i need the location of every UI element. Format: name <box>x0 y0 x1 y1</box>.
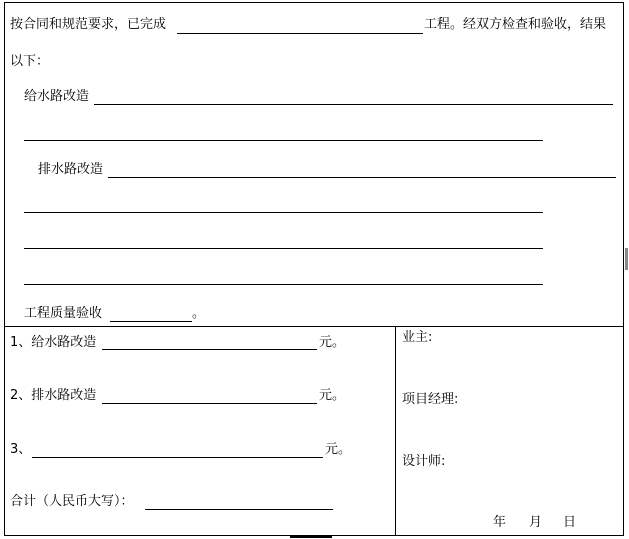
project-name-blank[interactable] <box>177 33 423 34</box>
drainage-blank-3[interactable] <box>24 248 543 249</box>
designer-label: 设计师: <box>402 454 446 469</box>
quality-label: 工程质量验收 <box>24 306 103 321</box>
column-divider <box>395 326 396 536</box>
intro-line2: 以下： <box>10 54 50 69</box>
item2-amount-blank[interactable] <box>102 403 317 404</box>
item1-unit: 元。 <box>319 335 346 350</box>
frame-top-border <box>4 2 623 3</box>
item1-amount-blank[interactable] <box>102 349 317 350</box>
intro-text: 按合同和规范要求，已完成 <box>10 17 167 32</box>
item3-label: 3、 <box>10 442 32 457</box>
drainage-label: 排水路改造 <box>38 162 104 177</box>
year-label: 年 <box>493 515 507 530</box>
item3-unit: 元。 <box>325 442 352 457</box>
quality-blank[interactable] <box>110 321 192 322</box>
item2-label: 2、排水路改造 <box>10 388 97 403</box>
month-label: 月 <box>529 515 543 530</box>
page-bottom-mark <box>290 536 332 538</box>
section-divider <box>4 326 623 327</box>
scroll-marker <box>625 248 628 270</box>
frame-right-border <box>623 2 624 536</box>
drainage-blank-2[interactable] <box>24 212 543 213</box>
total-label: 合计（人民币大写）： <box>10 494 134 509</box>
quality-end: 。 <box>192 306 206 321</box>
drainage-blank[interactable] <box>108 177 616 178</box>
owner-label: 业主: <box>402 330 433 345</box>
total-amount-blank[interactable] <box>145 509 333 510</box>
water-supply-label: 给水路改造 <box>24 89 90 104</box>
item1-label: 1、给水路改造 <box>10 335 97 350</box>
manager-label: 项目经理: <box>402 392 459 407</box>
frame-left-border <box>4 2 5 536</box>
item2-unit: 元。 <box>319 388 346 403</box>
water-supply-blank[interactable] <box>94 104 613 105</box>
water-supply-blank-2[interactable] <box>24 140 543 141</box>
day-label: 日 <box>563 515 577 530</box>
item3-amount-blank[interactable] <box>32 457 323 458</box>
drainage-blank-4[interactable] <box>24 284 543 285</box>
intro-suffix: 工程。经双方检查和验收，结果 <box>424 17 607 32</box>
